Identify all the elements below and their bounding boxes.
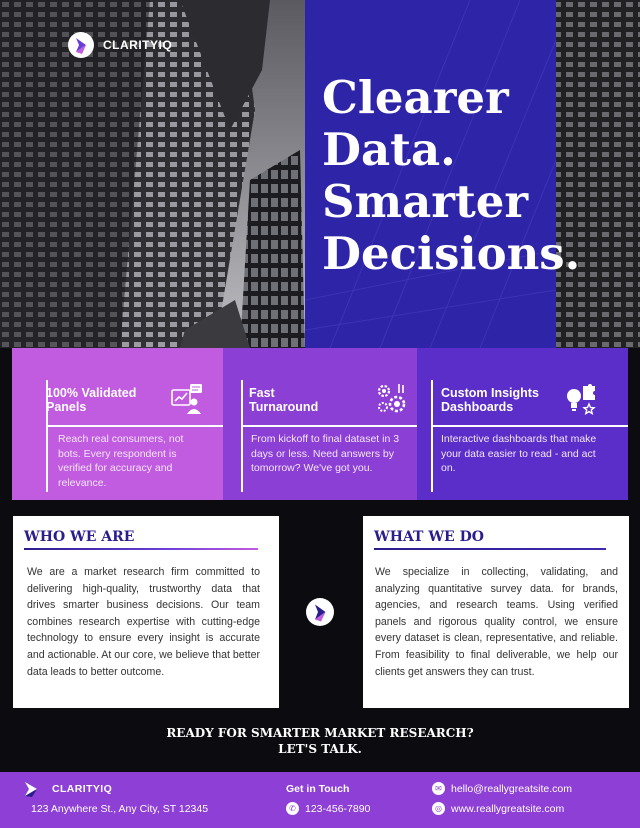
what-we-do-card (363, 516, 629, 708)
feature-custom-dashboards (417, 348, 628, 500)
feature-title-line: Turnaround (249, 400, 319, 414)
brand (68, 32, 172, 58)
feature-title (46, 386, 136, 414)
feature-title-line: Panels (46, 400, 87, 414)
footer-email[interactable] (432, 782, 572, 795)
footer-phone[interactable] (286, 802, 370, 815)
feature-description: Interactive dashboards that make your data easier to read - and act on. (441, 433, 597, 474)
what-we-do-body: We specialize in collecting, validating, and analyzing quantitative survey data. for brands, agencies, and research teams. Using verified panels and rigorous quality control, we ensure every dataset is clean, representative, and reliable. From feasibility to final deliverable, we help our clients get answers they can trust. (375, 566, 618, 678)
globe-icon: ◎ (432, 802, 445, 815)
footer-website[interactable] (432, 802, 564, 815)
headline-line: Smarter (322, 175, 529, 228)
feature-title (249, 386, 318, 414)
feature-fast-turnaround (223, 348, 417, 500)
who-we-are-card (13, 516, 279, 708)
divider-vertical (431, 380, 433, 492)
feature-validated-panels (12, 348, 223, 500)
footer-brand-name: CLARITYIQ (52, 783, 113, 795)
footer (0, 772, 640, 828)
feature-title (441, 386, 539, 414)
divider-horizontal (46, 425, 223, 427)
mail-icon: ✉ (432, 782, 445, 795)
brand-name: CLARITYIQ (103, 38, 173, 52)
feature-title-line: Dashboards (441, 400, 514, 414)
phone-number[interactable]: 123-456-7890 (305, 802, 371, 815)
what-we-do-title: WHAT WE DO (374, 529, 484, 545)
phone-icon: ✆ (286, 802, 299, 815)
divider-horizontal (431, 425, 628, 427)
feature-title-line: 100% Validated (46, 386, 137, 400)
headline-line: Decisions. (322, 227, 581, 280)
website-link[interactable]: www.reallygreatsite.com (451, 802, 565, 815)
hero-headline (322, 72, 580, 280)
footer-address: 123 Anywhere St., Any City, ST 12345 (31, 803, 209, 815)
features-strip (12, 348, 628, 500)
who-we-are-body: We are a market research firm committed to delivering high-quality, trustworthy data that drives smarter business decisions. Our team combines research expertise with cutting-edge technology to ensure every insight is accurate and actionable. At our core, we believe that better data leads to better outcome. (27, 566, 260, 678)
feature-description: From kickoff to final dataset in 3 days or less. Need answers by tomorrow? We've got you. (251, 433, 400, 474)
call-to-action (0, 725, 640, 757)
get-in-touch-label: Get in Touch (286, 783, 350, 795)
hero-section (0, 0, 640, 348)
brand-logo-icon (22, 780, 40, 798)
cta-line: LET'S TALK. (278, 742, 362, 756)
gears-icon (375, 382, 409, 416)
feature-title-line: Fast (249, 386, 275, 400)
brand-logo-icon (68, 32, 94, 58)
headline-line: Data. (322, 123, 456, 176)
divider-vertical (241, 380, 243, 492)
validated-panel-icon (170, 382, 204, 416)
feature-description: Reach real consumers, not bots. Every respondent is verified for accuracy and relevance. (58, 433, 184, 489)
who-we-are-title: WHO WE ARE (24, 529, 135, 545)
title-underline (374, 548, 606, 550)
cta-line: READY FOR SMARTER MARKET RESEARCH? (166, 726, 474, 740)
brand-logo-icon (306, 598, 334, 626)
headline-line: Clearer (322, 71, 509, 124)
title-underline (24, 548, 258, 550)
divider-horizontal (241, 425, 417, 427)
email-address[interactable]: hello@reallygreatsite.com (451, 782, 572, 795)
lightbulb-puzzle-icon (563, 382, 597, 416)
feature-title-line: Custom Insights (441, 386, 539, 400)
